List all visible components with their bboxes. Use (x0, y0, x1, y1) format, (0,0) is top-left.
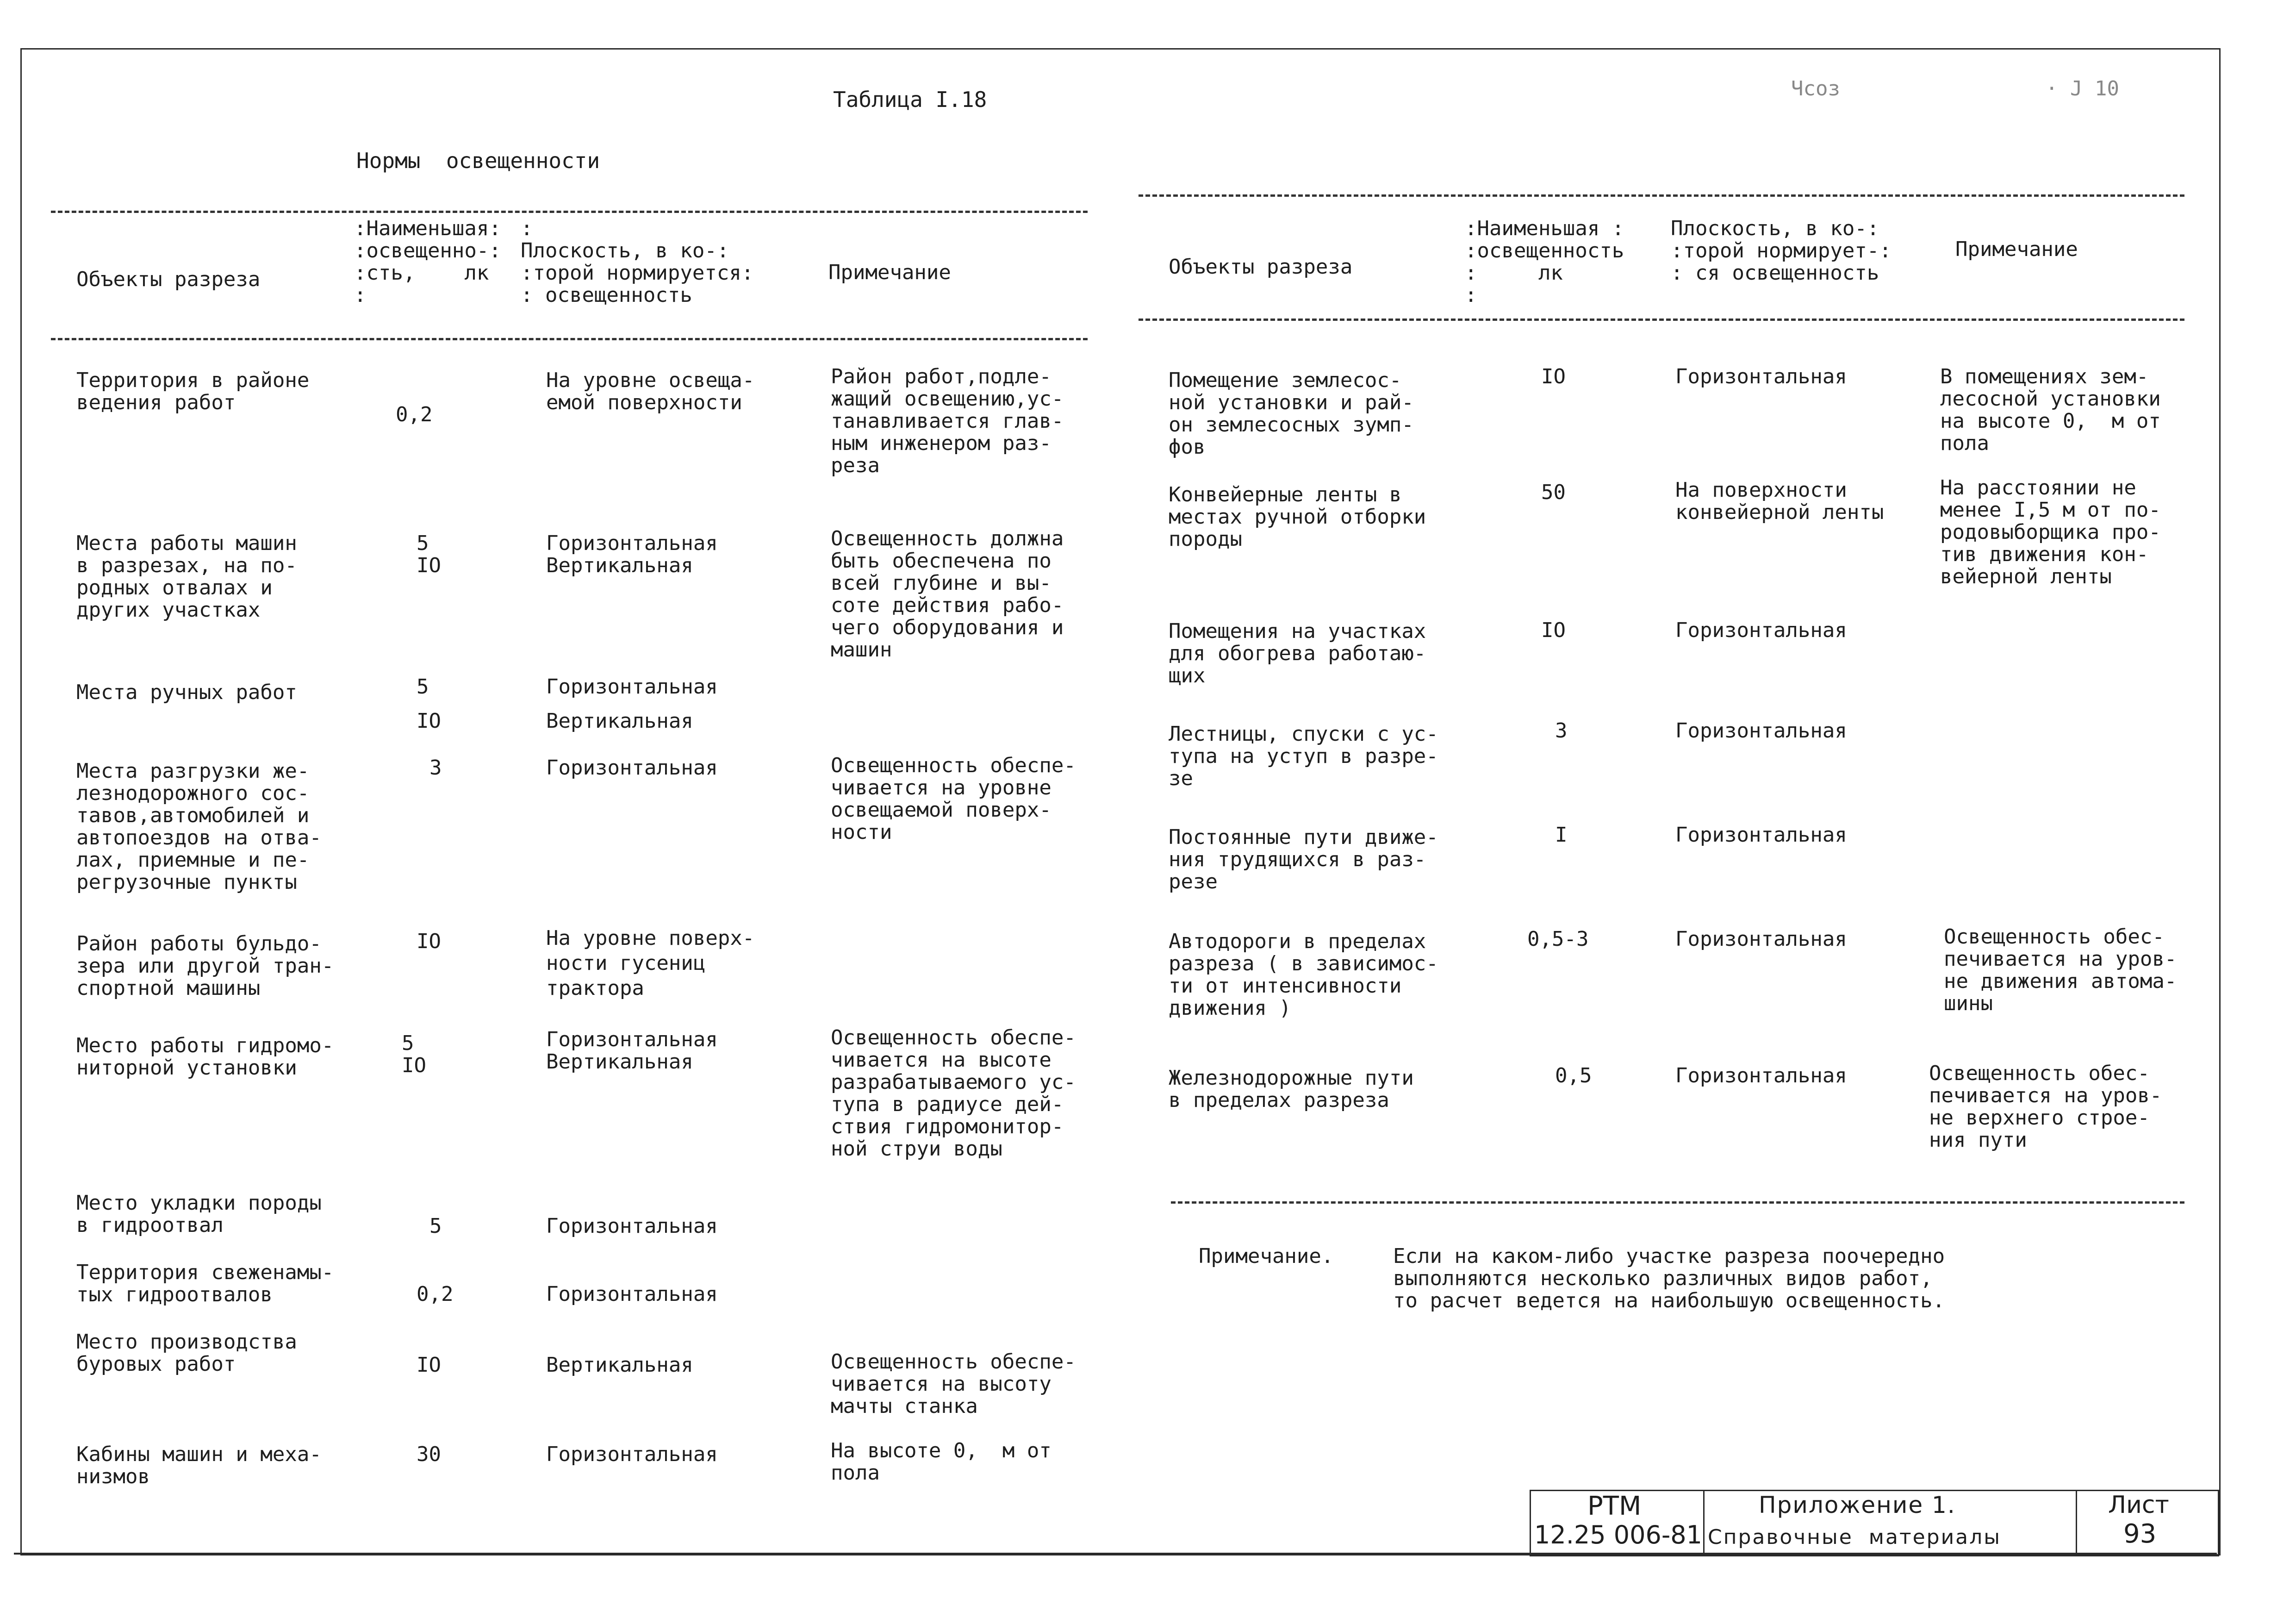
table-row-illuminance: 5 IO (417, 531, 441, 577)
sheet-number: 93 (2123, 1519, 2157, 1549)
table-row-object: Кабины машин и меха- низмов (76, 1443, 322, 1488)
page-ref: · J 10 (2046, 77, 2119, 100)
appendix-subtitle: Справочные материалы (1708, 1525, 2001, 1549)
right-header-top-rule (1139, 194, 2184, 197)
footnote-label: Примечание. (1199, 1244, 1334, 1268)
table-row-object: Место работы гидромо- ниторной установки (76, 1034, 334, 1080)
table-row-plane: Горизонтальная (1675, 1064, 1847, 1087)
table-row-illuminance: 0,5 (1555, 1064, 1592, 1087)
right-header-bottom-rule (1139, 319, 2184, 321)
table-row-illuminance: 0,2 (417, 1282, 454, 1306)
table-row-note: На расстоянии не менее I,5 м от по- родовыборщика про- тив движения кон- вейерной ленты (1940, 476, 2161, 588)
col-header-note-right: Примечание (1955, 237, 2078, 261)
title-block-divider (2076, 1490, 2077, 1554)
table-row-note: Освещенность обес- печивается на уров- не движения автома- шины (1944, 925, 2177, 1015)
col-header-illuminance-right: :Наименьшая : :освещенность : лк : (1465, 217, 1624, 307)
table-row-plane: На поверхности конвейерной ленты (1675, 478, 1884, 524)
table-number: Таблица I.18 (833, 87, 987, 112)
table-row-plane: Горизонтальная (1675, 823, 1847, 847)
table-row-object: Территория в районе ведения работ (76, 369, 310, 414)
table-row-illuminance: 5 (429, 1214, 442, 1238)
table-row-object: Постоянные пути движе- ния трудящихся в раз- резе (1169, 825, 1438, 893)
document-code: РТМ (1587, 1491, 1642, 1521)
footnote-text: Если на каком-либо участке разреза поочередно выполняются несколько различных видов работ, то расчет ведется на наибольшую освещенность. (1393, 1244, 1945, 1312)
table-row-object: Места ручных работ (76, 681, 297, 704)
title-block-divider (1703, 1490, 1705, 1554)
sheet-label: Лист (2108, 1491, 2169, 1519)
table-row-object: Территория свеженамы- тых гидроотвалов (76, 1261, 334, 1306)
table-row-object: Помещения на участках для обогрева работаю- щих (1169, 619, 1426, 687)
col-header-note: Примечание (828, 261, 951, 284)
col-header-plane-right: Плоскость, в ко-: :торой нормирует-: : ся освещенность (1671, 217, 1892, 285)
table-row-plane: На уровне освеща- емой поверхности (546, 369, 755, 414)
appendix-title: Приложение 1. (1759, 1492, 1956, 1518)
table-row-note: Освещенность обеспе- чивается на уровне освещаемой поверх- ности (831, 754, 1076, 844)
table-row-plane: Горизонтальная (546, 1443, 718, 1466)
table-row-object: Места работы машин в разрезах, на по- родных отвалах и других участках (76, 531, 297, 622)
left-header-bottom-rule (51, 338, 1088, 340)
table-row-illuminance: I (1555, 823, 1568, 847)
footnote-rule (1171, 1201, 2184, 1204)
left-header-top-rule (51, 211, 1088, 213)
table-row-note: Район работ,подле- жащий освещению,ус- танавливается глав- ным инженером раз- реза (831, 365, 1064, 477)
table-row-plane: Горизонтальная (546, 1282, 718, 1306)
table-row-object: Помещение землесос- ной установки и рай- он землесосных зумп- фов (1169, 369, 1414, 459)
document-number: 12.25 006-81 (1534, 1520, 1703, 1549)
table-row-note: В помещениях зем- лесосной установки на высоте 0, м от пола (1940, 365, 2161, 455)
table-row-illuminance: 5 IO (417, 675, 441, 733)
table-row-object: Место производства буровых работ (76, 1330, 297, 1376)
col-header-illuminance: :Наименьшая: :освещенно-: :сть, лк : (354, 217, 501, 307)
table-row-illuminance: IO (417, 1353, 441, 1377)
table-row-illuminance: 3 (429, 756, 442, 780)
page-mark: Чсоз (1791, 77, 1840, 100)
page-title: Нормы освещенности (356, 148, 600, 173)
table-row-plane: Горизонтальная Вертикальная (546, 531, 718, 577)
table-row-object: Район работы бульдо- зера или другой тран- спортной машины (76, 932, 334, 1000)
table-row-illuminance: 0,5-3 (1527, 927, 1589, 951)
table-row-illuminance: 5 IO (402, 1031, 426, 1077)
table-row-note: Освещенность обес- печивается на уров- не верхнего строе- ния пути (1929, 1062, 2162, 1152)
table-row-object: Места разгрузки же- лезнодорожного сос- тавов,автомобилей и автопоездов на отва- лах, приемные и пе- регрузочные пункты (76, 759, 322, 894)
table-row-object: Железнодорожные пути в пределах разреза (1169, 1066, 1414, 1112)
table-row-plane: На уровне поверх- ности гусениц трактора (546, 926, 755, 1000)
table-row-illuminance: IO (1541, 618, 1566, 642)
col-header-plane: : Плоскость, в ко-: :торой нормируется: : освещенность (521, 217, 754, 307)
table-row-plane: Горизонтальная (546, 756, 718, 780)
table-row-object: Место укладки породы в гидроотвал (76, 1191, 322, 1237)
table-row-illuminance: 50 (1541, 481, 1566, 504)
table-row-plane: Вертикальная (546, 1353, 693, 1377)
table-row-illuminance: 0,2 (396, 403, 433, 426)
table-row-illuminance: 30 (417, 1443, 441, 1466)
table-row-plane: Горизонтальная (546, 1214, 718, 1238)
table-row-note: Освещенность должна быть обеспечена по всей глубине и вы- соте действия рабо- чего оборудования и машин (831, 527, 1064, 662)
table-row-illuminance: IO (1541, 365, 1566, 388)
table-row-plane: Горизонтальная (1675, 618, 1847, 642)
col-header-object: Объекты разреза (76, 268, 261, 291)
table-row-illuminance: IO (417, 930, 441, 953)
table-row-note: Освещенность обеспе- чивается на высоте разрабатываемого ус- тупа в радиусе дей- ствия гидромонитор- ной струи воды (831, 1026, 1076, 1161)
table-row-plane: Горизонтальная Вертикальная (546, 1028, 718, 1074)
table-row-plane: Горизонтальная (1675, 927, 1847, 951)
table-row-object: Лестницы, спуски с ус- тупа на уступ в разре- зе (1169, 722, 1438, 790)
table-row-plane: Горизонтальная (1675, 719, 1847, 743)
table-row-plane: Горизонтальная (1675, 365, 1847, 388)
table-row-plane: Горизонтальная Вертикальная (546, 675, 718, 733)
col-header-object-right: Объекты разреза (1169, 255, 1353, 279)
table-row-note: Освещенность обеспе- чивается на высоту мачты станка (831, 1350, 1076, 1418)
table-row-illuminance: 3 (1555, 719, 1568, 743)
table-row-object: Конвейерные ленты в местах ручной отборки породы (1169, 483, 1426, 551)
table-row-note: На высоте 0, м от пола (831, 1439, 1052, 1485)
table-row-object: Автодороги в пределах разреза ( в зависимос- ти от интенсивности движения ) (1169, 930, 1438, 1020)
